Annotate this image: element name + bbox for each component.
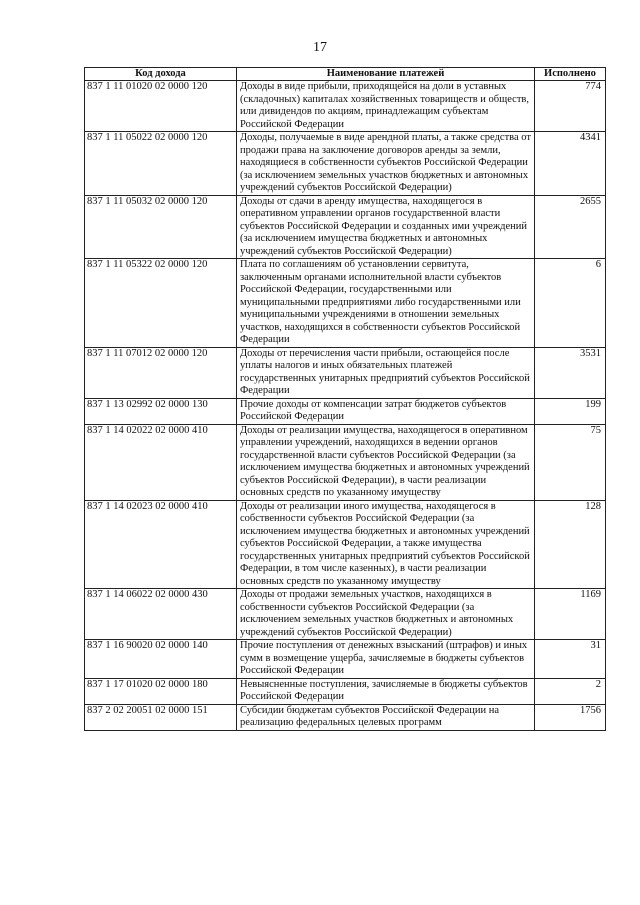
row-name: Прочие доходы от компенсации затрат бюджетов субъектов Российской Федерации xyxy=(237,398,535,424)
row-code: 837 1 16 90020 02 0000 140 xyxy=(85,640,237,679)
row-code: 837 1 11 07012 02 0000 120 xyxy=(85,347,237,398)
table-row xyxy=(85,704,606,730)
header-name: Наименование платежей xyxy=(237,68,535,81)
row-code: 837 1 14 02023 02 0000 410 xyxy=(85,500,237,589)
row-amount: 2 xyxy=(535,678,606,704)
table-row xyxy=(85,424,606,500)
table-row xyxy=(85,81,606,132)
table-header-row xyxy=(85,68,606,81)
row-code: 837 2 02 20051 02 0000 151 xyxy=(85,704,237,730)
row-amount: 75 xyxy=(535,424,606,500)
row-code: 837 1 11 01020 02 0000 120 xyxy=(85,81,237,132)
table-row xyxy=(85,678,606,704)
table-row xyxy=(85,195,606,259)
row-code: 837 1 14 02022 02 0000 410 xyxy=(85,424,237,500)
row-amount: 31 xyxy=(535,640,606,679)
row-name: Прочие поступления от денежных взысканий (штрафов) и иных сумм в возмещение ущерба, зачисляемые в бюджеты субъектов Российской Федерации xyxy=(237,640,535,679)
row-code: 837 1 11 05022 02 0000 120 xyxy=(85,132,237,196)
row-name: Доходы, получаемые в виде арендной платы, а также средства от продажи права на заключение договоров аренды за земли, находящиеся в собственности субъектов Российской Федерации (за исключением земельных участков бюджетных и автономных учреждений субъектов Российской Федерации) xyxy=(237,132,535,196)
row-name: Субсидии бюджетам субъектов Российской Федерации на реализацию федеральных целевых программ xyxy=(237,704,535,730)
row-amount: 3531 xyxy=(535,347,606,398)
row-amount: 199 xyxy=(535,398,606,424)
row-code: 837 1 14 06022 02 0000 430 xyxy=(85,589,237,640)
row-code: 837 1 11 05032 02 0000 120 xyxy=(85,195,237,259)
table-row xyxy=(85,132,606,196)
row-amount: 1169 xyxy=(535,589,606,640)
row-name: Плата по соглашениям об установлении сервитута, заключенным органами исполнительной власти субъектов Российской Федерации, государственными или муниципальными предприятиями либо государственными или муниципальными учреждениями в отношении земельных участков, находящихся в собственности субъектов Российской Федерации xyxy=(237,259,535,348)
row-amount: 4341 xyxy=(535,132,606,196)
table-row xyxy=(85,640,606,679)
page-number: 17 xyxy=(313,40,327,55)
row-amount: 6 xyxy=(535,259,606,348)
row-name: Доходы от перечисления части прибыли, остающейся после уплаты налогов и иных обязательных платежей государственных унитарных предприятий субъектов Российской Федерации xyxy=(237,347,535,398)
table-row xyxy=(85,589,606,640)
row-name: Доходы от продажи земельных участков, находящихся в собственности субъектов Российской Федерации (за исключением земельных участков бюджетных и автономных учреждений субъектов Российской Федерации) xyxy=(237,589,535,640)
row-name: Доходы от реализации иного имущества, находящегося в собственности субъектов Российской Федерации (за исключением имущества бюджетных и автономных учреждений субъектов Российской Федерации, а также имущества государственных унитарных предприятий субъектов Российской Федерации, в том числе казенных), в части реализации основных средств по указанному имуществу xyxy=(237,500,535,589)
table-row xyxy=(85,347,606,398)
header-code: Код дохода xyxy=(85,68,237,81)
row-name: Доходы от реализации имущества, находящегося в оперативном управлении учреждений, находящихся в ведении органов государственной власти субъектов Российской Федерации (за исключением имущества бюджетных и автономных учреждений субъектов Российской Федерации), в части реализации основных средств по указанному имуществу xyxy=(237,424,535,500)
row-name: Доходы от сдачи в аренду имущества, находящегося в оперативном управлении органов государственной власти субъектов Российской Федерации и созданных ими учреждений (за исключением имущества бюджетных и автономных учреждений субъектов Российской Федерации) xyxy=(237,195,535,259)
table-row xyxy=(85,500,606,589)
row-amount: 2655 xyxy=(535,195,606,259)
table-row xyxy=(85,259,606,348)
row-name: Невыясненные поступления, зачисляемые в бюджеты субъектов Российской Федерации xyxy=(237,678,535,704)
table-row xyxy=(85,398,606,424)
row-amount: 1756 xyxy=(535,704,606,730)
row-code: 837 1 11 05322 02 0000 120 xyxy=(85,259,237,348)
header-amount: Исполнено xyxy=(535,68,606,81)
revenue-table xyxy=(84,67,606,731)
row-name: Доходы в виде прибыли, приходящейся на доли в уставных (складочных) капиталах хозяйственных товариществ и обществ, или дивидендов по акциям, принадлежащим субъектам Российской Федерации xyxy=(237,81,535,132)
row-amount: 774 xyxy=(535,81,606,132)
row-code: 837 1 13 02992 02 0000 130 xyxy=(85,398,237,424)
row-code: 837 1 17 01020 02 0000 180 xyxy=(85,678,237,704)
row-amount: 128 xyxy=(535,500,606,589)
